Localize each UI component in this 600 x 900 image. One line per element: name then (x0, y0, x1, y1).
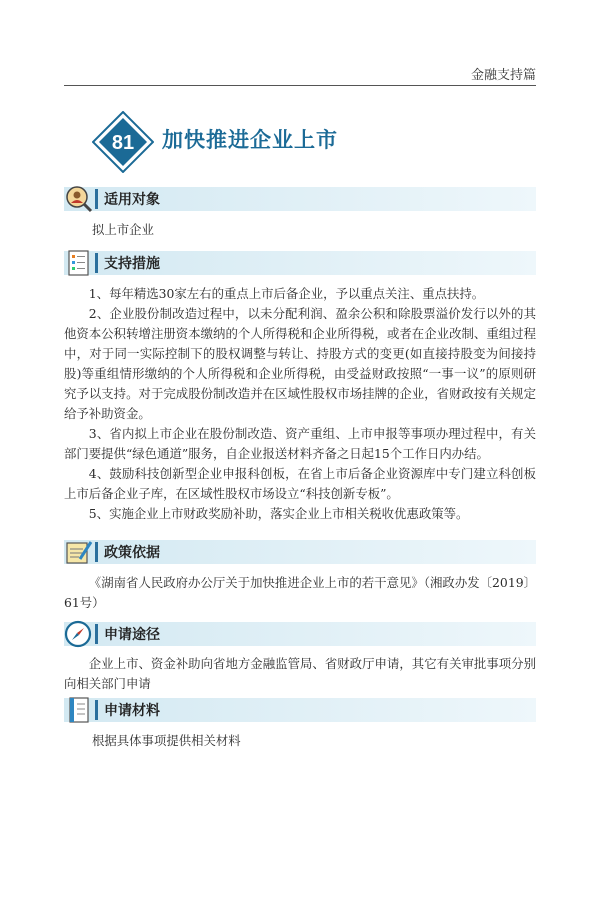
header-rule (64, 85, 536, 86)
section-measures (64, 251, 536, 275)
measure-item-4: 4、鼓励科技创新型企业申报科创板，在省上市后备企业资源库中专门建立科创板上市后备企业子库，在区域性股权市场设立“科技创新专板”。 (64, 466, 536, 501)
checklist-icon (64, 248, 94, 278)
page-title: 加快推进企业上市 (162, 127, 338, 152)
person-search-icon (64, 184, 94, 214)
section-label: 政策依据 (104, 545, 160, 561)
section-divider (95, 700, 98, 720)
document-pen-icon (64, 537, 94, 567)
page-header-section: 金融支持篇 (470, 68, 536, 83)
measure-item-1: 1、每年精选30家左右的重点上市后备企业，予以重点关注、重点扶持。 (88, 286, 485, 301)
section-channel (64, 622, 536, 646)
section-divider (95, 253, 98, 273)
basis-text: 《湖南省人民政府办公厅关于加快推进企业上市的若干意见》（湘政办发〔2019〕61号） (64, 575, 536, 610)
section-label: 支持措施 (104, 256, 160, 272)
section-divider (95, 189, 98, 209)
channel-text: 企业上市、资金补助向省地方金融监管局、省财政厅申请，其它有关审批事项分别向相关部门申请 (64, 656, 536, 691)
target-text: 拟上市企业 (92, 222, 154, 237)
section-divider (95, 542, 98, 562)
section-materials (64, 698, 536, 722)
section-target (64, 187, 536, 211)
section-divider (95, 624, 98, 644)
measure-item-5: 5、实施企业上市财政奖励补助，落实企业上市相关税收优惠政策等。 (88, 506, 469, 521)
materials-text: 根据具体事项提供相关材料 (92, 733, 241, 748)
measures-list (64, 284, 536, 524)
measure-item-2: 2、企业股份制改造过程中，以未分配利润、盈余公积和除股票溢价发行以外的其他资本公积转增注册资本缴纳的个人所得税和企业所得税，或者在企业改制、重组过程中，对于同一实际控制下的股权调整与转让、持股方式的变更(如直接持股变为间接持股)等重组情形缴纳的个人所得税和企业所得税，由受益财政按照“一事一议”的原则研究予以支持。对于完成股份制改造并在区域性股权市场挂牌的企业，省财政按有关规定给予补助资金。 (64, 306, 536, 421)
item-number: 81 (111, 132, 135, 154)
section-basis (64, 540, 536, 564)
section-label: 申请材料 (104, 703, 160, 719)
item-number-badge (92, 111, 154, 173)
section-label: 申请途径 (104, 627, 160, 643)
measure-item-3: 3、省内拟上市企业在股份制改造、资产重组、上市申报等事项办理过程中，有关部门要提供“绿色通道”服务，自企业报送材料齐备之日起15个工作日内办结。 (64, 426, 536, 461)
section-label: 适用对象 (104, 192, 160, 208)
compass-icon (64, 619, 94, 649)
notebook-icon (64, 695, 94, 725)
channel-text-block (64, 654, 536, 694)
basis-text-block (64, 573, 536, 613)
